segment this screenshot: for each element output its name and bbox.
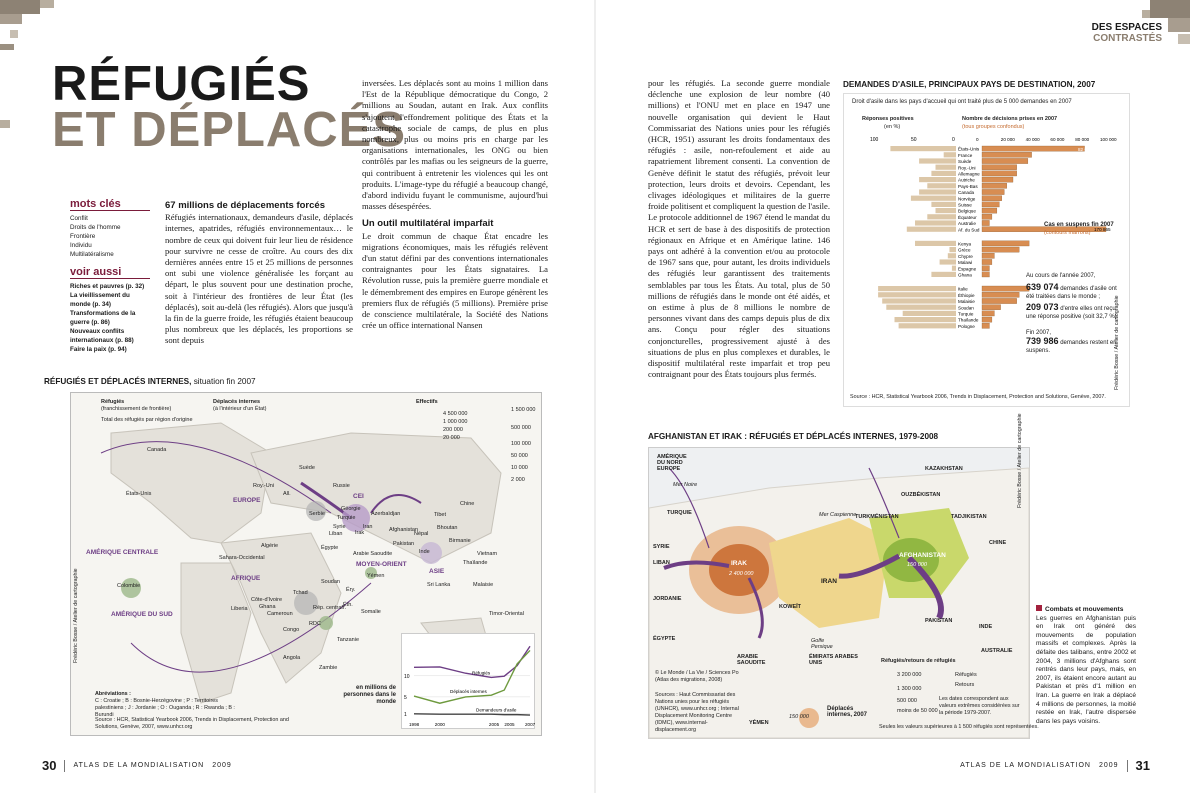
series-label: Demandeurs d'asile (476, 707, 517, 713)
positive-bar (927, 214, 956, 219)
keyword-item: Individu (70, 242, 92, 249)
footer-divider (64, 760, 65, 772)
afghan-label: SYRIE (653, 544, 670, 550)
country-label: Chypre (958, 253, 973, 259)
decision-bar (982, 165, 1017, 170)
afghanistan-label: AFGHANISTAN (899, 552, 946, 559)
decision-bar (982, 323, 989, 328)
afghan-copyright: © Le Monde / La Vie / Sciences Po (Atlas des migrations, 2008) (655, 670, 739, 683)
country-label: Allemagne (958, 171, 980, 177)
deplaces-label: Déplacés internes, 2007 (827, 706, 868, 718)
country-label: Vietnam (477, 551, 498, 557)
country-label: Tanzanie (337, 637, 360, 643)
region-label: ASIE (429, 568, 445, 575)
keyword-item: Droits de l'homme (70, 224, 121, 231)
asylum-chart-title: DEMANDES D'ASILE, PRINCIPAUX PAYS DE DESTINATION, 2007 (843, 80, 1096, 89)
positive-bar (940, 259, 956, 264)
country-label: Malawi (958, 260, 973, 266)
side-note-text: Les guerres en Afghanistan puis en Irak ont généré des mouvements de population massifs et complexes. Après la défaite des talibans, entre 2002 et 2004, 3 millions d'Afghans sont rentrés dans leur pays, mais, en 2007, ils étaient encore autant au Pakistan et près d'1 million en Iran. La guerre en Irak a déplacé 4 millions de personnes, la moitié restée en Irak, l'autre dispersée dans les pays voisins. (1036, 614, 1136, 725)
keywords-heading: mots clés (70, 198, 150, 211)
afghan-label: EUROPE (657, 466, 681, 472)
country-label: Équateur (958, 214, 977, 220)
right-tick-label: 100 000 (1100, 137, 1117, 142)
country-label: Serbie (309, 511, 325, 517)
country-label: Sri Lanka (427, 582, 451, 588)
stat3-value: 739 986 (1026, 336, 1059, 346)
right-tick-label: 60 000 (1050, 137, 1065, 142)
positive-bar (878, 286, 956, 291)
footer-right (960, 758, 1150, 773)
page-number-left: 30 (42, 758, 57, 773)
world-map (70, 392, 542, 736)
footer-year-right: 2009 (1098, 762, 1119, 769)
country-label: Colombie (117, 583, 141, 589)
side-note-heading: Combats et mouvements (1045, 606, 1124, 613)
positive-bar (919, 158, 956, 163)
footer-divider (1127, 760, 1128, 772)
world-map-title-main: RÉFUGIÉS ET DÉPLACÉS INTERNES, (44, 377, 192, 386)
afghan-credit: Frédéric Bosse / Atelier de cartographie (1017, 413, 1023, 508)
arrow-value: 2 000 (511, 477, 525, 483)
stat1-intro: Au cours de l'année 2007, (1026, 273, 1096, 279)
country-label: Soudan (958, 305, 974, 311)
country-label: Éthiopie (958, 292, 975, 298)
value-label: 82 684 (1078, 147, 1093, 152)
afghan-label: Golfe Persique (811, 638, 833, 650)
side-note (1036, 605, 1136, 726)
y-tick-label: 1 (404, 711, 407, 718)
decision-bar (982, 152, 1032, 157)
see-also-link[interactable]: Faire la paix (p. 94) (70, 346, 127, 353)
afghan-legend-value: 500 000 (897, 698, 917, 704)
keywords-list (70, 214, 150, 259)
country-label: Somalie (361, 609, 381, 615)
arrow-value: 1 500 000 (511, 407, 536, 413)
decision-bar (982, 202, 999, 207)
country-label: Iran (363, 524, 373, 530)
stat3-intro: Fin 2007, (1026, 330, 1052, 336)
country-label: Suède (299, 465, 315, 471)
region-label: AMÉRIQUE DU SUD (111, 611, 173, 618)
decision-bar (982, 247, 1019, 252)
page-title-line2: ET DÉPLACÉS (52, 103, 407, 157)
positive-bar (915, 241, 956, 246)
country-label: Malaisie (958, 299, 975, 305)
country-label: États-Unis (958, 146, 980, 152)
country-label: Pologne (958, 323, 975, 329)
positive-bar (899, 323, 956, 328)
series-label: Déplacés internes (450, 688, 487, 694)
region-label: AMÉRIQUE CENTRALE (86, 549, 159, 556)
country-label: Canada (147, 447, 167, 453)
afghan-label: KOWEÏT (779, 604, 801, 610)
footer-atlas-left: ATLAS DE LA MONDIALISATION (73, 762, 205, 769)
stat1-text: demandes d'asile ont été traitées dans le monde ; (1026, 286, 1117, 300)
x-tick-label: 2005 (504, 722, 515, 727)
sidebar (70, 198, 150, 354)
positive-bar (936, 165, 957, 170)
world-map-source: Source : HCR, Statistical Yearbook 2006, Trends in Displacement, Protection and Solutions, Genève, 2007, www.unhcr.org (95, 717, 289, 730)
decision-bar (982, 311, 994, 316)
text-column-2 (362, 78, 548, 331)
afghan-legend-refugies: Réfugiés (955, 672, 977, 678)
page-title-line1: RÉFUGIÉS (52, 57, 311, 111)
world-map-subtitle: situation fin 2007 (193, 377, 256, 386)
see-also-link[interactable]: Transformations de la guerre (p. 86) (70, 310, 136, 326)
effectif-value: 4 500 000 (443, 411, 468, 417)
series-line-1 (414, 650, 530, 703)
country-label: Arabie Saoudite (353, 551, 393, 557)
asylum-chart (843, 93, 1130, 407)
afghan-map-title: AFGHANISTAN ET IRAK : RÉFUGIÉS ET DÉPLACÉS INTERNES, 1979-2008 (648, 432, 939, 441)
see-also-link[interactable]: La vieillissement du monde (p. 34) (70, 292, 130, 308)
country-label: Autriche (958, 177, 975, 183)
country-label: Cameroun (267, 611, 293, 617)
left-tick-label: 100 (870, 137, 879, 143)
country-label: Thaïlande (463, 560, 488, 566)
country-label: États-Unis (126, 491, 152, 497)
asylum-chart-subtitle: Droit d'asile dans les pays d'accueil qui ont traité plus de 5 000 demandes en 2007 (852, 99, 1072, 105)
region-label: AFRIQUE (231, 575, 261, 582)
positive-bar (882, 298, 956, 303)
afghan-label: Mer Noire (673, 482, 698, 488)
afghan-label: TURQUIE (667, 510, 692, 516)
positive-bar (927, 183, 956, 188)
decision-bar (982, 220, 989, 225)
country-label: Sahara-Occidental (219, 555, 265, 561)
country-label: Inde (419, 549, 430, 555)
see-also-link[interactable]: Nouveaux conflits internationaux (p. 88) (70, 328, 134, 344)
section-line2: CONTRASTÉS (1093, 33, 1162, 44)
afghan-label: ÉGYPTE (653, 636, 676, 642)
country-label: Roy.-Uni (958, 165, 976, 171)
country-label: Russie (333, 483, 350, 489)
positive-bar (919, 177, 956, 182)
decision-bar (982, 158, 1028, 163)
y-tick-label: 5 (404, 694, 407, 701)
country-label: Zambie (319, 665, 338, 671)
abbrev-text: C : Croatie ; B : Bosnie-Herzégovine ; P : Territoires palestiniens ; J : Jordanie ; O : Ouganda ; R : Rwanda ; B : Burundi (95, 698, 235, 718)
stat2-text: d'entre elles ont reçu une réponse positive (soit 32,7 %). (1026, 306, 1119, 320)
page-number-right: 31 (1135, 758, 1150, 773)
country-label: Af. du Sud (958, 227, 980, 233)
country-label: Chine (460, 501, 475, 507)
legend-total: Total des réfugiés par région d'origine (101, 417, 193, 423)
paragraph-4: pour les réfugiés. La seconde guerre mondiale déclenche une explosion de leur nombre (40 millions) et l'ONU met en place en 1947 une nouvelle organisation qui devient le Haut Commissariat des Nations unies pour les réfugiés (HCR, 1951) assurant les droits fondamentaux des réfugiés : asile, non-refoulement et aide au rapatriement librement consenti. La convention de Genève définit le statut des réfugiés, prévoit leur protection, leurs droits et devoirs. Cependant, les clivages idéologiques et militaires de la guerre froide politisent et compliquent la question de l'asile. Le protocole additionnel de 1967 étend le mandat du HCR et sert de base à des dispositifs de protection régionaux en Afrique et en Amérique latine. 146 pays ont adhéré à la convention et/ou au protocole de 1967 sans que, pour autant, les droits individuels des réfugiés leur garantissent des traitements semblables par tous les États. Au total, plus de 50 millions de réfugiés dans le monde ont été aidés, et on estime à plus de 8 millions le nombre de personnes vivant dans des camps depuis plus de dix ans. Conçu pour régler des situations conjoncturelles, progressivement ajusté à des situations de plus en plus complexes et durables, le dispositif multilatéral reste imparfait et trop peu contraignant pour des États toujours plus fermés. (648, 78, 830, 380)
afghan-legend-title: Réfugiés/retours de réfugiés (881, 658, 956, 664)
right-tick-label: 40 000 (1025, 137, 1040, 142)
afghan-label: TADJIKISTAN (951, 514, 987, 520)
afghan-sources: Sources : Haut Commissariat des Nations unies pour les réfugiés (UNHCR), www.unhcr.org ; Internal Displacement Monitoring Centre (IDMC), www.internal-displacement.org (655, 692, 739, 733)
decision-bar (982, 298, 1017, 303)
right-tick-label: 80 000 (1075, 137, 1090, 142)
text-column-3 (648, 78, 830, 380)
legend-refugies-sub: (franchissement de frontière) (101, 406, 172, 412)
paragraph-2: inversées. Les déplacés sont au moins 1 million dans l'Est de la République démocratique du Congo, 2 millions au Soudan, autant en Irak. Aux conflits s'ajoutent l'effondrement politique des États et la catastrophe sociale de camps, de plus en plus nombreux, plus ou moins pris en charge par les organisations internationales, les ONG ou bien contrôlés par les mafias ou les seigneurs de la guerre, qui contribuent à entretenir les violences qui les ont produits. L'image-type du réfugié a beaucoup changé, d'abord individu fuyant le communisme, aujourd'hui masses désespérées. (362, 78, 548, 212)
country-label: Ghana (958, 272, 972, 278)
afghan-threshold-note: Seules les valeurs supérieures à 1 500 réfugiés sont représentées. (879, 724, 1039, 730)
afghan-label: CHINE (989, 540, 1007, 546)
afghan-label: ARABIE SAOUDITE (737, 654, 766, 666)
heading-multilateral: Un outil multilatéral imparfait (362, 218, 494, 230)
footer-atlas-right: ATLAS DE LA MONDIALISATION (960, 762, 1091, 769)
decision-bar (982, 208, 997, 213)
side-note-square-icon (1036, 605, 1042, 611)
afghan-legend-value: moins de 50 000 (897, 708, 938, 714)
positive-bar (919, 189, 956, 194)
x-tick-label: 2005 (488, 722, 500, 727)
irak-value: 2 400 000 (729, 571, 754, 577)
country-label: Géorgie (341, 506, 361, 512)
positive-bar (948, 253, 956, 258)
decision-bar (982, 259, 992, 264)
paragraph-1: Réfugiés internationaux, demandeurs d'asile, déplacés internes, apatrides, réfugiés environnementaux… le nombre de ceux qui doivent fuir leur lieu de résidence pour survivre ne cesse de croître. Au cours des dix dernières années entre 15 et 25 millions de personnes ont subi une violence généralisée les forçant au départ, le plus souvent pour une destination proche, soit à l'intérieur des frontières de leur État (les déplacés), soit au-delà (les réfugiés). Alors que jusqu'à la fin de la guerre froide, les réfugiés étaient beaucoup plus nombreux que les déplacés, les proportions se sont depuis (165, 212, 353, 346)
left-header: Réponses positives (862, 116, 914, 122)
effectif-value: 20 000 (443, 435, 460, 441)
positive-bar (895, 317, 957, 322)
section-line1: DES ESPACES (1091, 22, 1162, 33)
positive-bar (886, 305, 956, 310)
country-label: Timor-Oriental (489, 611, 524, 617)
legend-deplaces: Déplacés internes (213, 399, 261, 405)
decision-bar (982, 171, 1017, 176)
y-tick-label: 10 (404, 673, 410, 680)
line-chart-svg (402, 634, 534, 728)
arrow-value: 500 000 (511, 425, 531, 431)
country-label: Afghanistan (389, 527, 419, 533)
stat1-value: 639 074 (1026, 282, 1059, 292)
asylum-credit: Frédéric Bosse / Atelier de cartographie (1114, 295, 1120, 390)
country-label: Yémen (367, 573, 385, 579)
country-label: Rép. centrafr. (313, 605, 347, 611)
afghan-label: LIBAN (653, 560, 670, 566)
afghan-legend-value: 1 300 000 (897, 686, 922, 692)
keyword-item: Frontière (70, 233, 96, 240)
country-label: Soudan (321, 579, 340, 585)
section-label (1092, 22, 1162, 44)
country-label: Pakistan (393, 541, 415, 547)
country-label: Ghana (259, 604, 276, 610)
country-label: Kenya (958, 241, 972, 247)
arrow-value: 10 000 (511, 465, 528, 471)
country-label: Tchad (293, 590, 308, 596)
inset-line-chart (401, 633, 535, 729)
x-tick-label: 2007 (525, 722, 536, 727)
x-tick-label: 1998 (409, 722, 420, 727)
pending-title: Cas en suspens fin 2007 (1044, 222, 1114, 228)
country-label: Birmanie (449, 538, 471, 544)
country-label: Côte-d'Ivoire (251, 597, 283, 603)
afghan-legend-value: 3 200 000 (897, 672, 922, 678)
decision-bar (982, 253, 994, 258)
world-map-title (44, 377, 256, 386)
country-label: Irak (355, 530, 365, 536)
positive-bar (911, 196, 956, 201)
right-tick-label: 20 000 (1000, 137, 1015, 142)
decision-bar (982, 183, 1007, 188)
country-label: Suède (958, 159, 972, 165)
country-label: Éth. (343, 602, 353, 608)
inset-note: en millions de personnes dans le monde (343, 685, 396, 705)
country-label: Norvège (958, 196, 976, 202)
decision-bar (982, 177, 1013, 182)
keyword-item: Conflit (70, 215, 88, 222)
afghan-label: OUZBÉKISTAN (901, 492, 941, 498)
afghan-label: JORDANIE (653, 596, 682, 602)
paragraph-3: Le droit commun de chaque État encadre les migrations économiques, mais les réfugiés relèvent d'un statut défini par des conventions internationales contraignantes pour les États signataires. La Révolution russe, puis la première guerre mondiale et le démembrement des empires en Europe génèrent les premiers flux de réfugiés (5 millions). Première prise de conscience multilatérale, la Société des Nations crée un office international Nansen (362, 230, 548, 331)
decision-bar (982, 241, 1029, 246)
x-tick-label: 2000 (434, 722, 446, 727)
decision-bar (982, 317, 992, 322)
decision-bar (982, 305, 1001, 310)
region-label: CEI (353, 493, 364, 500)
positive-bar (931, 272, 956, 277)
country-label: Éry. (346, 587, 356, 593)
afghan-label: AUSTRALIE (981, 648, 1013, 654)
asylum-chart-svg (844, 94, 1129, 406)
country-label: Pays-Bas (958, 183, 978, 189)
decision-bar (982, 146, 1085, 151)
afghan-label: AMÉRIQUE DU NORD (657, 454, 687, 466)
country-label: Italie (958, 286, 968, 292)
country-label: Congo (283, 627, 300, 633)
afghan-label: ÉMIRATS ARABES UNIS (809, 654, 858, 666)
right-header: Nombre de décisions prises en 2007 (962, 116, 1058, 122)
effectif-value: 1 000 000 (443, 419, 468, 425)
positive-bar (931, 202, 956, 207)
country-label: All. (283, 491, 291, 497)
decision-bar (982, 266, 989, 271)
country-label: Bhoutan (437, 525, 458, 531)
country-label: Suisse (958, 202, 972, 208)
footer-left (42, 758, 232, 773)
positive-bar (915, 220, 956, 225)
legend-effectifs: Effectifs (416, 399, 438, 405)
country-label: Roy.-Uni (253, 483, 274, 489)
country-label: Turquie (337, 515, 356, 521)
country-label: Égypte (321, 545, 339, 551)
positive-bar (944, 152, 956, 157)
country-label: Algérie (261, 543, 279, 549)
right-unit: (tous groupes confondus) (962, 124, 1025, 130)
footer-year-left: 2009 (212, 762, 232, 769)
positive-bar (878, 292, 956, 297)
decision-bar (982, 214, 992, 219)
left-tick-label: 50 (911, 137, 917, 143)
decision-bar (982, 272, 989, 277)
country-label: Turquie (958, 311, 974, 317)
afghan-legend-note: Les dates correspondent aux valeurs extrêmes considérées sur la période 1979-2007. (939, 696, 1020, 716)
country-label: Angola (283, 655, 301, 661)
positive-bar (936, 208, 957, 213)
keyword-item: Multilatéralisme (70, 251, 114, 258)
decision-bar (982, 189, 1004, 194)
legend-refugies: Réfugiés (101, 399, 125, 405)
country-label: Australie (958, 221, 976, 227)
country-label: Tibet (434, 512, 447, 518)
afghan-legend-retours: Retours (955, 682, 975, 688)
country-label: Malaisie (473, 582, 494, 588)
country-label: Liberia (231, 606, 248, 612)
left-tick-label: 0 (952, 137, 955, 143)
page-spine (594, 0, 596, 793)
country-label: RDC (309, 621, 321, 627)
positive-bar (907, 227, 956, 232)
world-map-credit: Frédéric Bosse / Atelier de cartographie (73, 568, 79, 663)
afghan-label: INDE (979, 624, 993, 630)
abbrev-title: Abréviations : (95, 691, 131, 697)
positive-bar (949, 247, 956, 252)
country-label: Canada (958, 190, 975, 196)
decision-bar (982, 286, 1029, 291)
asylum-source: Source : HCR, Statistical Yearbook 2006, Trends in Displacement, Protection and Solutions, Genève, 2007. (850, 394, 1106, 400)
stat2-value: 209 073 (1026, 302, 1059, 312)
afghanistan-value: 150 000 (907, 562, 927, 568)
deplaces-value: 150 000 (789, 714, 809, 720)
effectif-value: 200 000 (443, 427, 463, 433)
right-tick-label: 0 (976, 137, 979, 142)
left-unit: (en %) (884, 124, 901, 130)
iran-label: IRAN (821, 578, 837, 585)
region-label: MOYEN-ORIENT (356, 561, 407, 568)
positive-bar (903, 311, 956, 316)
afghan-label: PAKISTAN (925, 618, 953, 624)
afghan-label: YÉMEN (749, 720, 769, 726)
decision-bar (982, 196, 1002, 201)
positive-bar (890, 146, 956, 151)
positive-bar (952, 266, 956, 271)
series-label: Réfugiés (472, 670, 491, 676)
series-line-2 (414, 714, 530, 715)
country-label: Syrie (333, 524, 346, 530)
country-label: Thaïlande (958, 317, 979, 323)
pending-sub: (contours marrons) (1044, 230, 1091, 236)
see-also-heading: voir aussi (70, 266, 150, 279)
positive-bar (931, 171, 956, 176)
legend-deplaces-sub: (à l'intérieur d'un État) (213, 406, 267, 412)
country-label: Grèce (958, 247, 971, 253)
asylum-stats (1026, 272, 1122, 355)
see-also-link[interactable]: Riches et pauvres (p. 32) (70, 283, 145, 290)
afghan-label: TURKMÉNISTAN (855, 514, 899, 520)
afghan-label: Mer Caspienne (819, 512, 857, 518)
decision-bar (982, 292, 1019, 297)
country-label: Liban (329, 531, 343, 537)
afghan-label: KAZAKHSTAN (925, 466, 963, 472)
country-label: Azerbaïdjan (371, 511, 401, 517)
region-label: EUROPE (233, 497, 261, 504)
country-label: Népal (414, 531, 429, 537)
country-label: France (958, 152, 973, 158)
stat3-text: demandes restent en suspens. (1026, 340, 1117, 354)
heading-displacements: 67 millions de déplacements forcés (165, 200, 325, 211)
irak-label: IRAK (731, 560, 747, 567)
country-label: Espagne (958, 266, 977, 272)
text-column-1 (165, 198, 353, 347)
arrow-value: 100 000 (511, 441, 531, 447)
arrow-value: 50 000 (511, 453, 528, 459)
country-label: Belgique (958, 208, 976, 214)
see-also-list (70, 282, 150, 354)
value-label: 170 865 (1094, 227, 1111, 233)
